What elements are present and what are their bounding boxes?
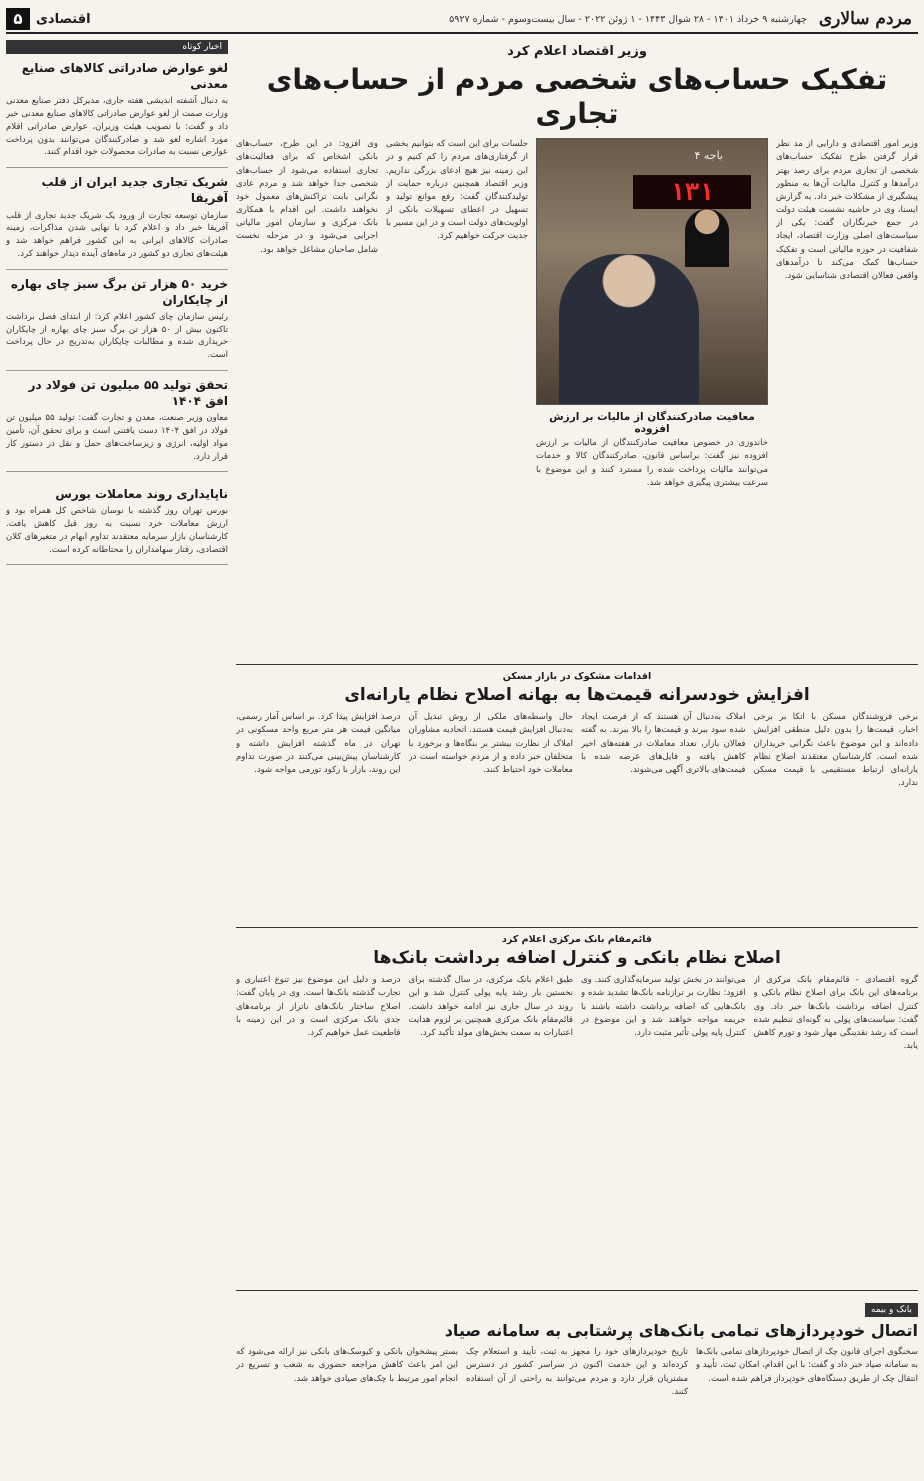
masthead	[6, 6, 918, 34]
section-title: اقتصادی	[36, 11, 91, 27]
bank-box-headline: اتصال خودپردازهای تمامی بانک‌های پرشتابی به سامانه صیاد	[444, 1321, 918, 1341]
bank-box-column: بستر پیشخوان بانکی و کیوسک‌های بانکی نیز ارائه می‌شود که این امر باعث کاهش مراجعه حضوری به شعب و تسریع در انجام امور مرتبط با چک‌های صیادی خواهد شد.	[236, 1347, 458, 1384]
section-divider	[236, 664, 918, 665]
sidebar-article-body: رئیس سازمان چای کشور اعلام کرد: از ابتدای فصل برداشت تاکنون بیش از ۵۰ هزار تن برگ سبز چای بهاره از چایکاران خریداری شده و مطالبات چایکاران به‌تدریج در حال پرداخت است.	[6, 311, 228, 361]
counter-label: باجه ۴	[694, 149, 723, 163]
lead-column-1: وزیر امور اقتصادی و دارایی از مد نظر قرار گرفتن طرح تفکیک حساب‌های شخصی از تجاری مردم برای رصد بهتر درآمدها و کنترل مالیات آن‌ها به منظور پیشگیری از مشکلات خبر داد. به گزارش ایسنا، وی در حاشیه نشست هیئت دولت در جمع خبرنگاران گفت: یکی از سیاست‌های اصلی وزارت اقتصاد، ایجاد شفافیت در حوزه مالیاتی است و تفکیک حساب‌ها کمک می‌کند تا درآمدهای واقعی فعالان اقتصادی شناسایی شود.	[776, 139, 918, 281]
lead-subhead: معافیت صادرکنندگان از مالیات بر ارزش افزوده	[549, 411, 755, 436]
bank-box-column: سخنگوی اجرای قانون چک از اتصال خودپردازهای تمامی بانک‌ها به سامانه صیاد خبر داد و گفت: با این اقدام، امکان ثبت، تأیید و انتقال چک از طریق دستگاه‌های خودپرداز فراهم شده است.	[696, 1347, 918, 1384]
banking-article	[236, 974, 918, 1284]
sidebar-article-title: ناپایداری روند معاملات بورس	[55, 487, 228, 502]
sidebar-article	[6, 60, 228, 168]
banking-column: درصد و دلیل این موضوع نیز تنوع اعتباری و تجارب گذشته بانک‌ها است. وی در پایان گفت: اصلاح ساختار بانک‌های ناتراز از برنامه‌های جدی بانک مرکزی است و در این زمینه با قاطعیت عمل خواهیم کرد.	[236, 975, 401, 1038]
short-news-sidebar	[6, 40, 228, 1476]
sidebar-article-body: سازمان توسعه تجارت از ورود یک شریک جدید تجاری از قلب آفریقا خبر داد و اعلام کرد با نهایی شدن مذاکرات، زمینه صادرات کالاهای ایرانی به این کشور فراهم خواهد شد و هیئت‌های تجاری دو کشور در ماه‌های آینده دیدار خواهند کرد.	[6, 210, 228, 259]
sidebar-article	[6, 377, 228, 472]
lead-photo-column	[536, 138, 768, 658]
lead-below-photo: خاندوزی در خصوص معافیت صادرکنندگان از مالیات بر ارزش افزوده نیز گفت: براساس قانون، صادرکنندگان کالا و خدمات می‌توانند مالیات پرداخت شده را مسترد کنند و این موضوع با سرعت بیشتری پیگیری خواهد شد.	[536, 438, 768, 488]
bank-box-column: تاریخ خودپردازهای خود را مجهز به ثبت، تأیید و استعلام چک کرده‌اند و این خدمت اکنون در سراسر کشور در دسترس مشتریان قرار دارد و مردم می‌توانند به راحتی از آن استفاده کنند.	[466, 1347, 688, 1397]
customer-figure	[559, 254, 699, 404]
banking-column: طبق اعلام بانک مرکزی، در سال گذشته برای نخستین بار رشد پایه پولی کنترل شد و این روند در سال جاری نیز ادامه خواهد داشت. قائم‌مقام بانک مرکزی همچنین بر لزوم هدایت اعتبارات به سمت بخش‌های مولد تأکید کرد.	[408, 975, 573, 1038]
banking-headline: اصلاح نظام بانکی و کنترل اضافه برداشت بانک‌ها	[373, 948, 781, 969]
sidebar-article	[6, 174, 228, 269]
housing-column: درصد افزایش پیدا کرد. بر اساس آمار رسمی، میانگین قیمت هر متر مربع واحد مسکونی در تهران در ماه گذشته افزایش داشته و کارشناسان پیش‌بینی می‌کنند در صورت تداوم این روند، بازار با رکود تورمی مواجه شود.	[236, 712, 401, 775]
queue-number-display: ۱۳۱	[633, 175, 751, 209]
bank-insurance-label: بانک و بیمه	[865, 1303, 918, 1317]
main-content	[236, 40, 918, 1476]
lead-headline: تفکیک حساب‌های شخصی مردم از حساب‌های تجاری	[266, 63, 888, 130]
lead-column-2: وی افزود: در این طرح، حساب‌های بانکی اشخاص که برای فعالیت‌های تجاری استفاده می‌شود از حساب‌های شخصی جدا خواهد شد و مردم عادی نگرانی بابت تراکنش‌های معمول خود نخواهند داشت. این اقدام با همکاری بانک مرکزی و سازمان امور مالیاتی اجرایی می‌شود و در مرحله نخست شامل صاحبان مشاغل خواهد بود.	[236, 139, 378, 255]
newspaper-logo: مردم سالاری	[818, 9, 912, 29]
page-number: ۵	[6, 8, 30, 30]
sidebar-article	[6, 276, 228, 371]
lead-column-3: جلسات برای این است که بتوانیم بخشی از گرفتاری‌های مردم را کم کنیم و در این زمینه نیز هیچ ادعای بزرگی نداریم. وزیر اقتصاد همچنین درباره حمایت از تولیدکنندگان گفت: رفع موانع تولید و تسهیل در اعطای تسهیلات بانکی از اولویت‌های دولت است و در این مسیر با جدیت حرکت خواهیم کرد.	[386, 139, 528, 242]
sidebar-label: اخبار کوتاه	[6, 40, 228, 54]
lead-kicker: وزیر اقتصاد اعلام کرد	[507, 44, 647, 59]
bank-box-article	[236, 1346, 918, 1466]
teller-figure	[685, 209, 729, 267]
issue-info: چهارشنبه ۹ خرداد ۱۴۰۱ - ۲۸ شوال ۱۴۴۳ - ۱ ژوئن ۲۰۲۲ - سال بیست‌وسوم - شماره ۵۹۲۷	[449, 13, 807, 25]
sidebar-article-title: خرید ۵۰ هزار تن برگ سبز چای بهاره از چایکاران	[10, 276, 228, 307]
sidebar-article-title: شریک تجاری جدید ایران از قلب آفریقا	[41, 175, 228, 206]
section-divider	[236, 1290, 918, 1291]
sidebar-article-body: بورس تهران روز گذشته با نوسان شاخص کل همراه بود و ارزش معاملات خرد نسبت به روز قبل کاهش یافت. کارشناسان بازار سرمایه معتقدند تداوم ابهام در متغیرهای کلان اقتصادی، رفتار سهامداران را محتاطانه کرده است.	[6, 506, 228, 555]
bank-counter-photo	[536, 138, 768, 405]
lead-article	[236, 138, 918, 658]
sidebar-article-body: معاون وزیر صنعت، معدن و تجارت گفت: تولید ۵۵ میلیون تن فولاد در افق ۱۴۰۴ دست یافتنی است و برای تحقق آن، تأمین مواد اولیه، انرژی و زیرساخت‌های حمل و نقل در دستور کار قرار دارد.	[6, 413, 228, 462]
banking-kicker: قائم‌مقام بانک مرکزی اعلام کرد	[502, 934, 652, 946]
housing-column: حال واسطه‌های ملکی از روش تبدیل آن به‌دنبال افزایش قیمت هستند. اتحادیه مشاوران املاک از نظارت بیشتر بر بنگاه‌ها و برخورد با متخلفان خبر داده و از مردم خواسته است در معاملات خود احتیاط کنند.	[408, 712, 573, 775]
section-divider	[236, 927, 918, 928]
housing-headline: افزایش خودسرانه قیمت‌ها به بهانه اصلاح نظام یارانه‌ای	[344, 685, 810, 706]
spacer	[6, 472, 228, 480]
housing-article	[236, 711, 918, 921]
housing-column: برخی فروشندگان مسکن با اتکا بر برخی اخبار، قیمت‌ها را بدون دلیل منطقی افزایش داده‌اند و این موضوع باعث نگرانی خریداران شده است. کارشناسان معتقدند اصلاح نظام یارانه‌ای ارتباط مستقیمی با قیمت مسکن ندارد.	[753, 712, 918, 789]
sidebar-article-body: به دنبال آشفته اندیشی هفته جاری، مدیرکل دفتر صنایع معدنی وزارت صمت از لغو عوارض صادراتی کالاهای صنایع معدنی خبر داد و گفت: با تصویب هیئت وزیران، عوارض صادراتی اقلام مورد اشاره لغو شد و صادرکنندگان می‌توانند بدون پرداخت عوارض نسبت به صادرات محصولات خود اقدام کنند.	[6, 96, 228, 158]
housing-column: املاک به‌دنبال آن هستند که از فرصت ایجاد شده سود ببرند و قیمت‌ها را بالا ببرند. به گفته فعالان بازار، تعداد معاملات در هفته‌های اخیر کاهش یافته و فایل‌های عرضه شده با قیمت‌های بالاتری آگهی می‌شوند.	[581, 712, 746, 775]
sidebar-article-title: تحقق تولید ۵۵ میلیون تن فولاد در افق ۱۴۰۴	[28, 377, 228, 409]
sidebar-article	[6, 486, 228, 565]
banking-column: می‌توانند در بخش تولید سرمایه‌گذاری کنند. وی افزود: نظارت بر ترازنامه بانک‌ها تشدید شده و بانک‌هایی که اضافه برداشت داشته باشند با جریمه مواجه خواهند شد و این موضوع در کنترل پایه پولی تأثیر مثبت دارد.	[581, 975, 746, 1038]
banking-column: گروه اقتصادی - قائم‌مقام بانک مرکزی از برنامه‌های این بانک برای اصلاح نظام بانکی و کنترل اضافه برداشت بانک‌ها خبر داد. وی گفت: سیاست‌های پولی به گونه‌ای تنظیم شده است که رشد نقدینگی مهار شود و تورم کاهش یابد.	[753, 975, 918, 1052]
housing-kicker: اقدامات مشکوک در بازار مسکن	[502, 671, 652, 683]
sidebar-article-title: لغو عوارض صادراتی کالاهای صنایع معدنی	[21, 61, 228, 92]
